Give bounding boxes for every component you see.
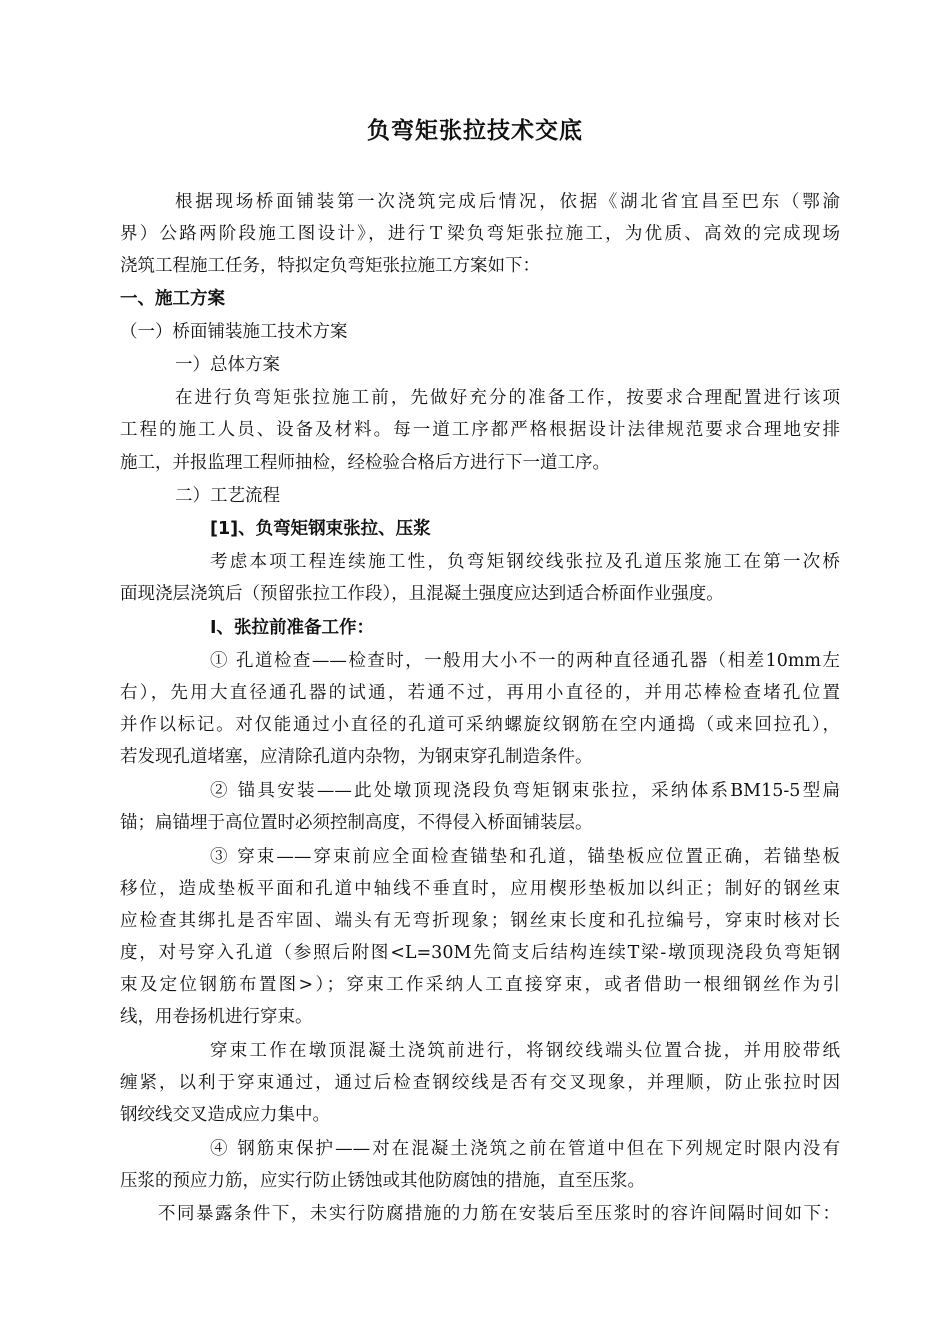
section-heading: 一、施工方案 [120, 289, 225, 309]
paragraph-line: ② 锚具安装——此处墩顶现浇段负弯矩钢束张拉，采纳体系BM15-5型扁 [210, 781, 840, 801]
paragraph-line: 右），先用大直径通孔器的试通，若通不过，再用小直径的，并用芯棒检查堵孔位置 [120, 683, 840, 703]
paragraph-line: 面现浇层浇筑后（预留张拉工作段），且混凝土强度应达到适合桥面作业强度。 [120, 584, 724, 604]
paragraph-line: 应检查其绑扎是否牢固、端头有无弯折现象；钢丝束长度和孔拉编号，穿束时核对长 [120, 911, 840, 931]
paragraph-line: 若发现孔道堵塞，应清除孔道内杂物，为钢束穿孔制造条件。 [120, 747, 593, 767]
paragraph-line: 并作以标记。对仅能通过小直径的孔道可采纳螺旋纹钢筋在空内通捣（或来回拉孔）， [120, 715, 840, 735]
paragraph-line: 束及定位钢筋布置图>）；穿束工作采纳人工直接穿束，或者借助一根细钢丝作为引 [120, 975, 840, 995]
paragraph-line: 钢绞线交叉造成应力集中。 [120, 1105, 330, 1125]
paragraph-line: 缠紧，以利于穿束通过，通过后检查钢绞线是否有交叉现象，并理顺，防止张拉时因 [120, 1073, 840, 1093]
subsection-heading: （一）桥面铺装施工技术方案 [120, 322, 348, 342]
paragraph-line: ③ 穿束——穿束前应全面检查锚垫和孔道，锚垫板应位置正确，若锚垫板 [210, 847, 840, 867]
paragraph-line: 浇筑工程施工任务，特拟定负弯矩张拉施工方案如下： [120, 256, 540, 276]
paragraph-line: ④ 钢筋束保护——对在混凝土浇筑之前在管道中但在下列规定时限内没有 [210, 1139, 840, 1159]
paragraph-line: 界）公路两阶段施工图设计》，进行Ｔ梁负弯矩张拉施工，为优质、高效的完成现场 [120, 224, 840, 244]
paragraph-line: 在进行负弯矩张拉施工前，先做好充分的准备工作，按要求合理配置进行该项 [175, 388, 840, 408]
subsection-heading: 二）工艺流程 [175, 486, 280, 506]
paragraph-line: 不同暴露条件下，未实行防腐措施的力筋在安装后至压浆时的容许间隔时间如下： [158, 1204, 840, 1224]
paragraph-line: 移位，造成垫板平面和孔道中轴线不垂直时，应用楔形垫板加以纠正；制好的钢丝束 [120, 879, 840, 899]
paragraph-line: 考虑本项工程连续施工性，负弯矩钢绞线张拉及孔道压浆施工在第一次桥 [210, 552, 840, 572]
subsection-heading: Ⅰ、张拉前准备工作： [210, 618, 375, 638]
paragraph-line: 工程的施工人员、设备及材料。每一道工序都严格根据设计法律规范要求合理地安排 [120, 420, 840, 440]
paragraph-line: 锚；扁锚埋于高位置时必须控制高度，不得侵入桥面铺装层。 [120, 813, 593, 833]
paragraph-line: ① 孔道检查——检查时，一般用大小不一的两种直径通孔器（相差10mm左 [210, 651, 840, 671]
document-title: 负弯矩张拉技术交底 [367, 118, 583, 144]
paragraph-line: 穿束工作在墩顶混凝土浇筑前进行，将钢绞线端头位置合拢，并用胶带纸 [210, 1041, 840, 1061]
paragraph-line: 线，用卷扬机进行穿束。 [120, 1007, 313, 1027]
paragraph-line: 根据现场桥面铺装第一次浇筑完成后情况，依据《湖北省宜昌至巴东（鄂渝 [175, 192, 840, 212]
paragraph-line: 压浆的预应力筋，应实行防止锈蚀或其他防腐蚀的措施，直至压浆。 [120, 1171, 645, 1191]
paragraph-line: 度，对号穿入孔道（参照后附图<L=30M先简支后结构连续T梁-墩顶现浇段负弯矩钢 [120, 943, 840, 963]
paragraph-line: 施工，并报监理工程师抽检，经检验合格后方进行下一道工序。 [120, 453, 610, 473]
subsection-heading: 一）总体方案 [175, 355, 280, 375]
subsection-heading: [1]、负弯矩钢束张拉、压浆 [210, 519, 431, 539]
